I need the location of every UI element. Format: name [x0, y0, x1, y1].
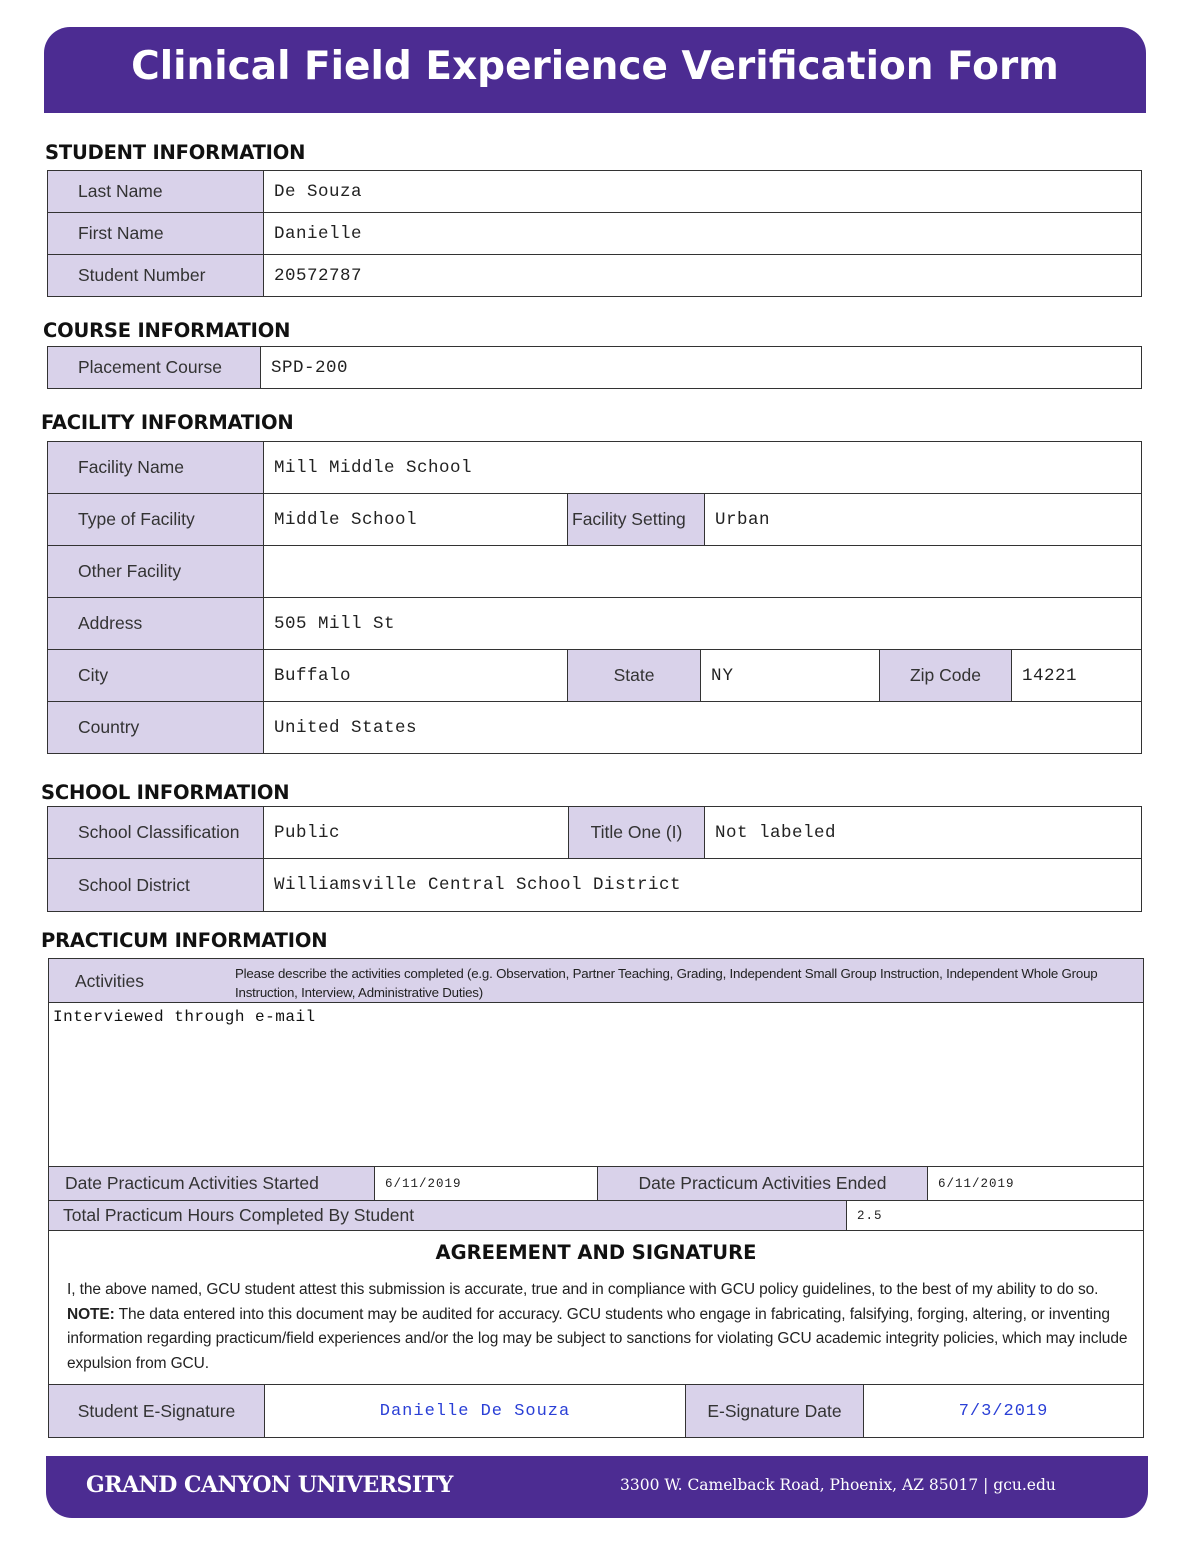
- agreement-text: [67, 1278, 1133, 1376]
- course-section-title: COURSE INFORMATION: [43, 319, 291, 342]
- first-name-label: First Name: [48, 213, 264, 255]
- university-logo-text: GRAND CANYON UNIVERSITY: [86, 1472, 453, 1498]
- activities-instructions: Please describe the activities completed (e.g. Observation, Partner Teaching, Grading, Independent Small Group Instruction, Independent Whole Group Instruction, Interview, Administrative Duties): [235, 966, 1098, 1000]
- signature-field[interactable]: Danielle De Souza: [265, 1385, 686, 1437]
- practicum-panel: [48, 958, 1144, 1438]
- zip-code-label: Zip Code: [880, 650, 1012, 702]
- last-name-field[interactable]: De Souza: [264, 171, 1142, 213]
- facility-type-field[interactable]: Middle School: [264, 494, 568, 546]
- agreement-note-label: NOTE:: [67, 1305, 115, 1323]
- state-field[interactable]: NY: [701, 650, 880, 702]
- activities-header: [49, 958, 1143, 1003]
- student-number-label: Student Number: [48, 255, 264, 297]
- facility-setting-field[interactable]: Urban: [705, 494, 1142, 546]
- school-info-table: [47, 806, 1142, 912]
- date-started-field[interactable]: 6/11/2019: [375, 1167, 598, 1200]
- signature-row: [49, 1384, 1143, 1438]
- other-facility-field[interactable]: [264, 546, 1142, 598]
- date-started-label: Date Practicum Activities Started: [49, 1167, 375, 1200]
- hours-label: Total Practicum Hours Completed By Student: [49, 1201, 847, 1230]
- university-address: 3300 W. Camelback Road, Phoenix, AZ 85017 | gcu.edu: [620, 1476, 1056, 1494]
- placement-course-field[interactable]: SPD-200: [261, 347, 1142, 389]
- signature-date-field[interactable]: 7/3/2019: [958, 1401, 1049, 1421]
- student-section-title: STUDENT INFORMATION: [45, 141, 306, 164]
- student-info-table: [47, 170, 1142, 297]
- country-field[interactable]: United States: [264, 702, 1142, 754]
- facility-info-table: [47, 441, 1142, 754]
- signature-label: Student E-Signature: [49, 1385, 265, 1437]
- school-classification-field[interactable]: Public: [264, 807, 569, 859]
- school-classification-label: School Classification: [48, 807, 264, 859]
- date-ended-label: Date Practicum Activities Ended: [598, 1167, 928, 1200]
- facility-name-field[interactable]: Mill Middle School: [264, 442, 1142, 494]
- form-title: Clinical Field Experience Verification Form: [131, 43, 1059, 89]
- date-ended-field[interactable]: 6/11/2019: [938, 1176, 1015, 1191]
- hours-field[interactable]: 2.5: [857, 1208, 883, 1223]
- last-name-label: Last Name: [48, 171, 264, 213]
- practicum-hours-row: [49, 1201, 1143, 1231]
- footer-bar: [46, 1456, 1148, 1518]
- school-section-title: SCHOOL INFORMATION: [41, 781, 290, 804]
- city-label: City: [48, 650, 264, 702]
- signature-date-label: E-Signature Date: [686, 1385, 864, 1437]
- facility-type-label: Type of Facility: [48, 494, 264, 546]
- other-facility-label: Other Facility: [48, 546, 264, 598]
- course-info-table: [47, 346, 1142, 389]
- country-label: Country: [48, 702, 264, 754]
- address-field[interactable]: 505 Mill St: [264, 598, 1142, 650]
- title-one-label: Title One (I): [569, 807, 705, 859]
- facility-name-label: Facility Name: [48, 442, 264, 494]
- agreement-text-part2: The data entered into this document may be audited for accuracy. GCU students who engage in fabricating, falsifying, forging, altering, or inventing information regarding practicum/field experiences and/or the log may be subject to sanctions for violating GCU academic integrity policies, which may include expulsion from GCU.: [67, 1305, 1128, 1372]
- form-header: [44, 27, 1146, 113]
- agreement-text-part1: I, the above named, GCU student attest this submission is accurate, true and in compliance with GCU policy guidelines, to the best of my ability to do so.: [67, 1281, 1099, 1298]
- activities-text: Interviewed through e-mail: [53, 1008, 316, 1026]
- school-district-label: School District: [48, 859, 264, 912]
- address-label: Address: [48, 598, 264, 650]
- zip-code-field[interactable]: 14221: [1012, 650, 1142, 702]
- school-district-field[interactable]: Williamsville Central School District: [264, 859, 1142, 912]
- facility-setting-label: Facility Setting: [568, 494, 705, 546]
- activities-label: Activities: [75, 971, 145, 991]
- activities-textarea[interactable]: [49, 1003, 1143, 1167]
- practicum-dates-row: [49, 1167, 1143, 1201]
- title-one-field[interactable]: Not labeled: [705, 807, 1142, 859]
- first-name-field[interactable]: Danielle: [264, 213, 1142, 255]
- state-label: State: [568, 650, 701, 702]
- placement-course-label: Placement Course: [48, 347, 261, 389]
- student-number-field[interactable]: 20572787: [264, 255, 1142, 297]
- facility-section-title: FACILITY INFORMATION: [41, 411, 294, 434]
- practicum-section-title: PRACTICUM INFORMATION: [41, 929, 328, 952]
- agreement-title: AGREEMENT AND SIGNATURE: [435, 1241, 757, 1264]
- city-field[interactable]: Buffalo: [264, 650, 568, 702]
